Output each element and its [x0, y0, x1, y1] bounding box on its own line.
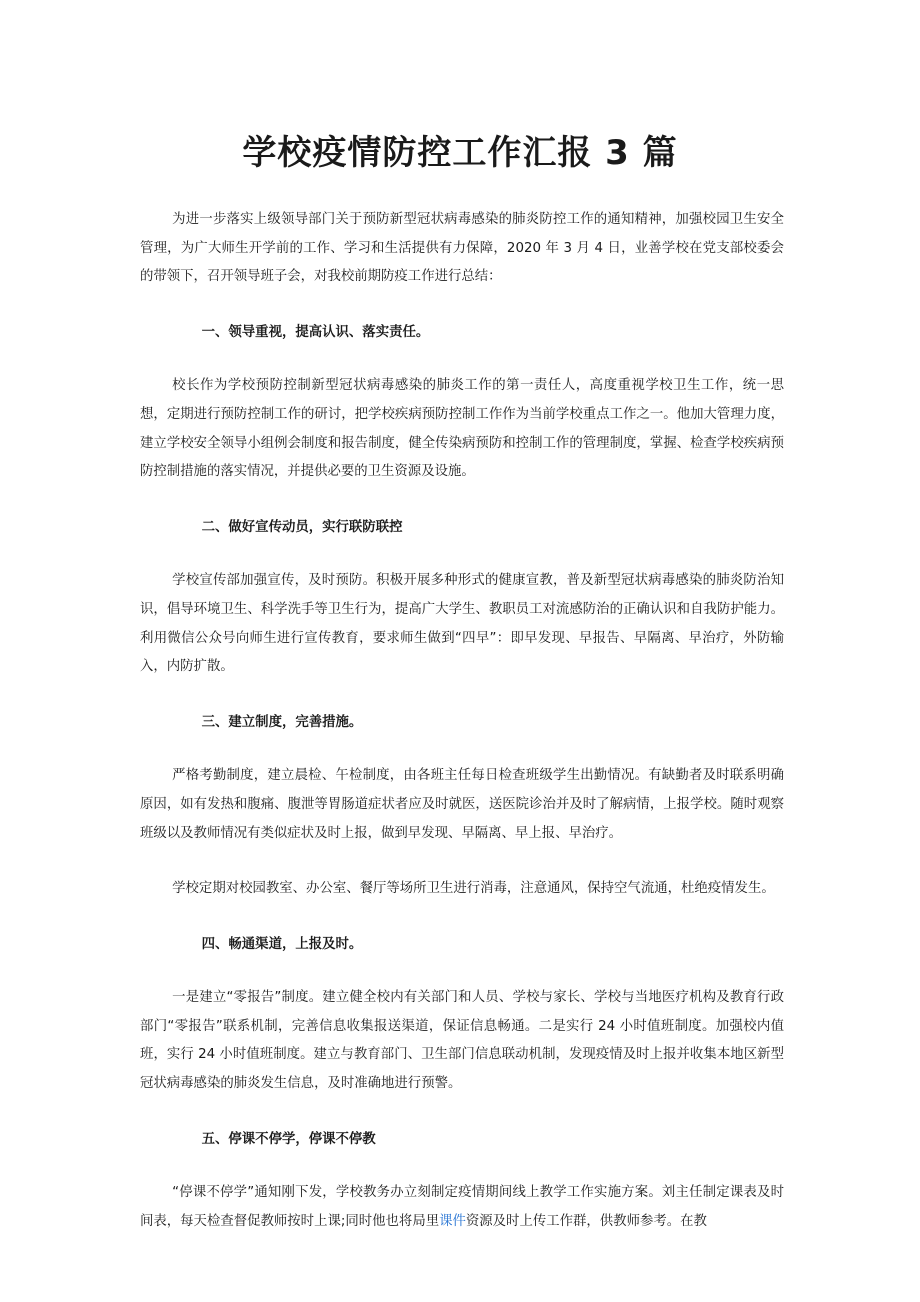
document-body: [140, 206, 784, 1236]
section-heading-2: 二、做好宣传动员，实行联防联控: [201, 519, 403, 535]
intro-paragraph: 为进一步落实上级领导部门关于预防新型冠状病毒感染的肺炎防控工作的通知精神，加强校园卫生安全管理，为广大师生开学前的工作、学习和生活提供有力保障，2020 年 3 月 4 日，业善学校在党支部校委会的带领下，召开领导班子会，对我校前期防疫工作进行总结：: [140, 212, 784, 285]
section-3-paragraph-1: 严格考勤制度，建立晨检、午检制度，由各班主任每日检查班级学生出勤情况。有缺勤者及时联系明确原因，如有发热和腹痛、腹泄等胃肠道症状者应及时就医，送医院诊治并及时了解病情，上报学校。随时观察班级以及教师情况有类似症状及时上报，做到早发现、早隔离、早上报、早治疗。: [140, 768, 784, 841]
section-heading-4: 四、畅通渠道，上报及时。: [201, 936, 363, 952]
section-5-paragraph: [140, 1179, 784, 1236]
courseware-link[interactable]: 课件: [439, 1213, 466, 1229]
page-title: 学校疫情防控工作汇报 3 篇: [242, 133, 678, 173]
section-heading-3: 三、建立制度，完善措施。: [201, 714, 363, 730]
section-heading-5: 五、停课不停学，停课不停教: [201, 1131, 376, 1147]
section-heading-1: 一、领导重视，提高认识、落实责任。: [201, 324, 430, 340]
section-3-paragraph-2: 学校定期对校园教室、办公室、餐厅等场所卫生进行消毒，注意通风，保持空气流通，杜绝疫情发生。: [172, 881, 775, 897]
section-5-text-before-link: “停课不停学”通知刚下发，学校教务办立刻制定疫情期间线上教学工作实施方案。刘主任制定课表及时间表，每天检查督促教师按时上课;同时他也将局里: [140, 1185, 784, 1229]
section-5-text-after-link: 资源及时上传工作群，供教师参考。在教: [465, 1213, 707, 1229]
section-1-paragraph: 校长作为学校预防控制新型冠状病毒感染的肺炎工作的第一责任人，高度重视学校卫生工作，统一思想，定期进行预防控制工作的研讨，把学校疾病预防控制工作作为当前学校重点工作之一。他加大管理力度，建立学校安全领导小组例会制度和报告制度，健全传染病预防和控制工作的管理制度，掌握、检查学校疾病预防控制措施的落实情况，并提供必要的卫生资源及设施。: [140, 378, 784, 480]
section-2-paragraph: 学校宣传部加强宣传，及时预防。积极开展多种形式的健康宣教，普及新型冠状病毒感染的肺炎防治知识，倡导环境卫生、科学洗手等卫生行为，提高广大学生、教职员工对流感防治的正确认识和自我防护能力。利用微信公众号向师生进行宣传教育，要求师生做到“四早”：即早发现、早报告、早隔离、早治疗，外防输入，内防扩散。: [140, 573, 784, 675]
section-4-paragraph: 一是建立“零报告”制度。建立健全校内有关部门和人员、学校与家长、学校与当地医疗机构及教育行政部门“零报告”联系机制，完善信息收集报送渠道，保证信息畅通。二是实行 24 小时值班制度。加强校内值班，实行 24 小时值班制度。建立与教育部门、卫生部门信息联动机制，发现疫情及时上报并收集本地区新型冠状病毒感染的肺炎发生信息，及时准确地进行预警。: [140, 990, 784, 1092]
